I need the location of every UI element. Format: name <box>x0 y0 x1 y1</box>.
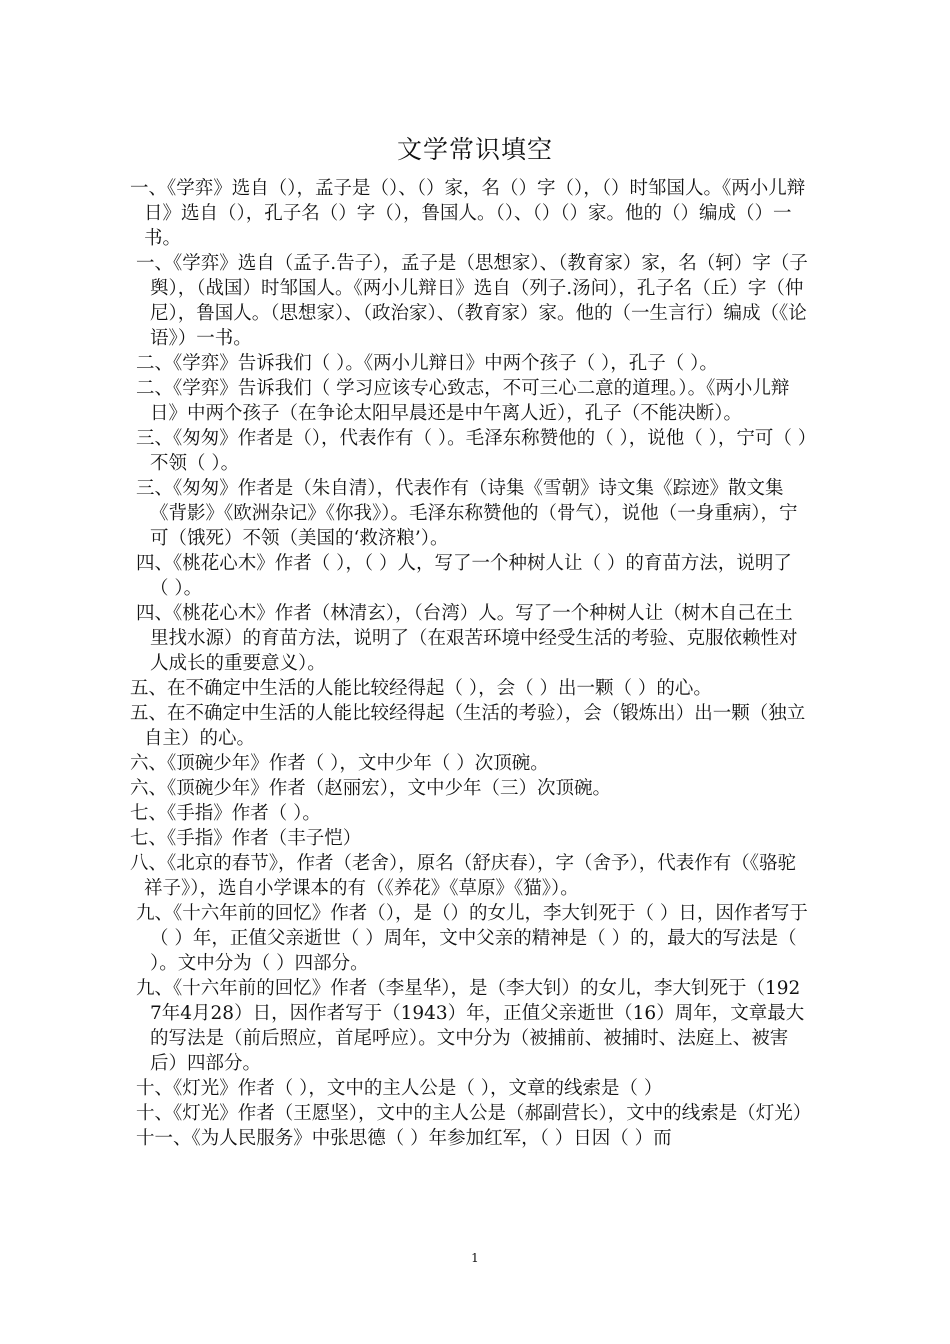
paragraph: 二、《学弈》告诉我们（ ）。《两小儿辩日》中两个孩子（ ），孔子（ ）。 <box>136 353 718 374</box>
paragraph: 十、《灯光》作者（ ），文中的主人公是（ ），文章的线索是（ ） <box>136 1078 663 1099</box>
paragraph: 三、《匆匆》作者是（），代表作有（ ）。毛泽东称赞他的（ ），说他（ ），宁可（ ）不领（ ）。 <box>136 428 808 474</box>
paragraph: 五、在不确定中生活的人能比较经得起（生活的考验），会（锻炼出）出一颗（独立自主）的心。 <box>130 703 806 749</box>
document-title: 文学常识填空 <box>396 135 553 164</box>
paragraph: 九、《十六年前的回忆》作者（李星华），是（李大钊）的女儿，李大钊死于（1927年4月28）日，因作者写于（1943）年，正值父亲逝世（16）周年，文章最大的写法是（前后照应，首尾呼应）。文中分为（被捕前、被捕时、法庭上、被害后）四部分。 <box>136 978 805 1074</box>
paragraph: 十、《灯光》作者（王愿坚），文中的主人公是（郝副营长），文中的线索是（灯光） <box>136 1103 812 1124</box>
paragraph: 七、《手指》作者（丰子恺） <box>130 828 362 849</box>
paragraph: 七、《手指》作者（ ）。 <box>130 803 321 824</box>
paragraph: 二、《学弈》告诉我们（ 学习应该专心致志，不可三心二意的道理。）。《两小儿辩日》中两个孩子（在争论太阳早晨还是中午离人近），孔子（不能决断）。 <box>136 378 790 424</box>
paragraph: 九、《十六年前的回忆》作者（），是（）的女儿，李大钊死于（ ）日，因作者写于（ ）年，正值父亲逝世（ ）周年，文中父亲的精神是（ ）的，最大的写法是（ ）。文中分为（ ）四部分。 <box>136 903 808 974</box>
paragraph: 四、《桃花心木》作者（ ），（ ）人，写了一个种树人让（ ）的育苗方法，说明了（ ）。 <box>136 553 792 599</box>
paragraph: 四、《桃花心木》作者（林清玄），（台湾）人。写了一个种树人让（树木自己在土里找水源）的育苗方法，说明了（在艰苦环境中经受生活的考验、克服依赖性对人成长的重要意义）。 <box>136 603 798 674</box>
paragraph: 八、《北京的春节》，作者（老舍），原名（舒庆春），字（舍予），代表作有（《骆驼祥子》），选自小学课本的有（《养花》《草原》《猫》）。 <box>130 853 797 899</box>
page-number: 1 <box>471 1251 479 1265</box>
paragraph: 一、《学弈》选自（孟子.告子），孟子是（思想家）、（教育家）家，名（轲）字（子舆），（战国）时邹国人。《两小儿辩日》选自（列子.汤问），孔子名（丘）字（仲尼），鲁国人。（思想家）、（政治家）、（教育家）家。他的（一生言行）编成（《论语》）一书。 <box>136 253 808 349</box>
paragraph: 六、《顶碗少年》作者（ ），文中少年（ ）次顶碗。 <box>130 753 549 774</box>
paragraph: 五、在不确定中生活的人能比较经得起（ ），会（ ）出一颗（ ）的心。 <box>130 678 712 699</box>
paragraph: 一、《学弈》选自（），孟子是（）、（）家，名（）字（），（）时邹国人。《两小儿辩日》选自（），孔子名（）字（），鲁国人。（）、（）（）家。他的（）编成（）一书。 <box>130 178 806 249</box>
paragraph: 六、《顶碗少年》作者（赵丽宏），文中少年（三）次顶碗。 <box>130 778 612 799</box>
document-body <box>130 176 810 1151</box>
paragraph: 三、《匆匆》作者是（朱自清），代表作有（诗集《雪朝》诗文集《踪迹》散文集《背影》《欧洲杂记》《你我》）。毛泽东称赞他的（骨气），说他（一身重病），宁可（饿死）不领（美国的‘救济粮’）。 <box>136 478 798 549</box>
paragraph: 十一、《为人民服务》中张思德（ ）年参加红军，（ ）日因（ ）而 <box>136 1128 672 1149</box>
